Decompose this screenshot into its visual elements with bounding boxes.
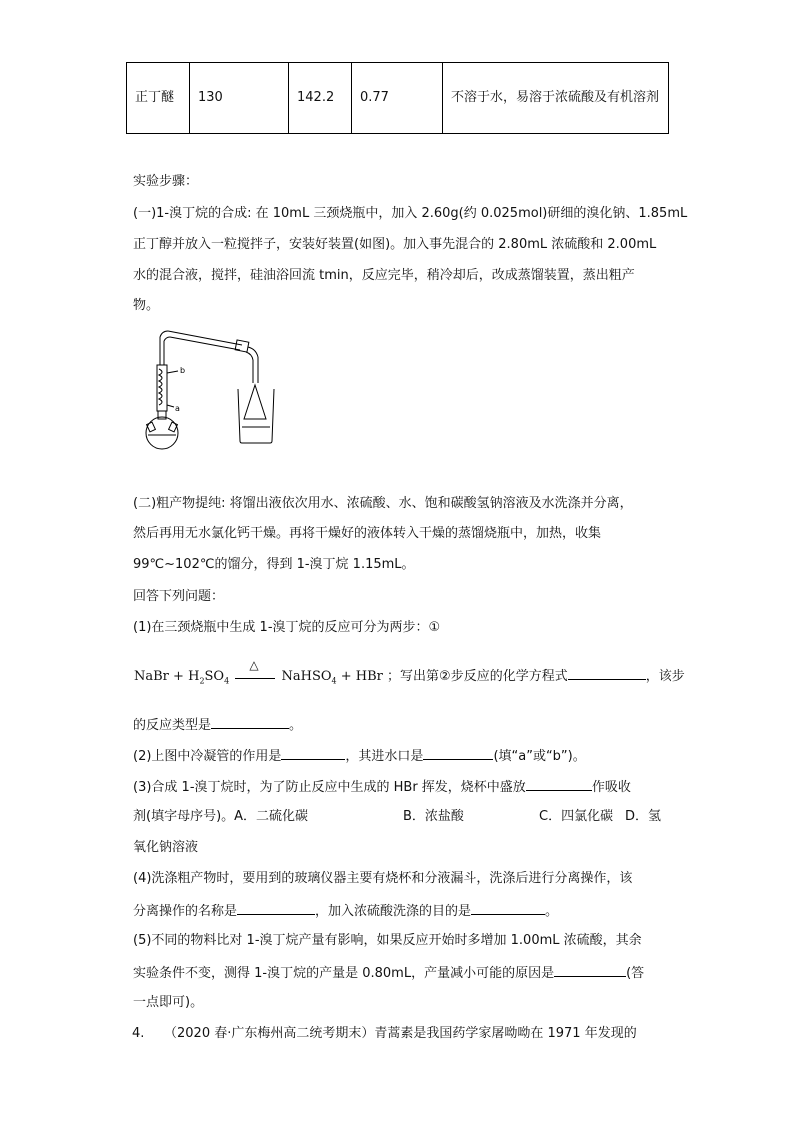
step2-line-3: 99℃~102℃的馏分，得到 1-溴丁烷 1.15mL。 (133, 557, 415, 572)
eq-instruction: ；写出第②步反应的化学方程式 (387, 669, 568, 684)
eq-product-2: HBr (355, 669, 383, 684)
question-1-type (133, 714, 302, 736)
step1-line-1: (一)1-溴丁烷的合成: 在 10mL 三颈烧瓶中，加入 2.60g(约 0.025mol)研细的溴化钠、1.85mL (133, 206, 688, 221)
step1-line-4: 物。 (133, 298, 160, 313)
question-3-line-1 (133, 776, 631, 798)
q4-text-b: ，加入浓硫酸洗涤的目的是 (315, 904, 472, 919)
question-5-line-3: 一点即可)。 (133, 995, 204, 1010)
eq-plus-2: + (340, 669, 352, 684)
answer-blank-5 (526, 776, 592, 791)
answer-blank-1 (568, 665, 646, 680)
heating-symbol: △ (249, 657, 259, 672)
flask (146, 417, 178, 449)
answer-blank-4 (423, 745, 493, 760)
question-4-line-1: (4)洗涤粗产物时，要用到的玻璃仪器主要有烧杯和分液漏斗，洗涤后进行分离操作，该 (133, 871, 633, 886)
question-3-options (133, 807, 663, 827)
q5-text-b: (答 (626, 966, 645, 981)
table-cell-molar-mass: 130 (190, 63, 289, 134)
option-a: 剂(填字母序号)。A．二硫化碳 (133, 809, 309, 824)
eq-reactant-2: $H_2SO_4$ (188, 669, 230, 686)
answer-blank-8 (554, 962, 626, 977)
q1-type-text: 的反应类型是 (133, 718, 212, 733)
answer-blank-7 (471, 900, 545, 915)
label-a: a (175, 404, 180, 413)
table-cell-name: 正丁醚 (127, 63, 190, 134)
properties-table (126, 62, 669, 134)
answer-blank-3 (281, 745, 345, 760)
answer-blank-6 (237, 900, 315, 915)
problem-4-number: 4. (132, 1026, 145, 1041)
label-b: b (180, 366, 186, 375)
step1-line-2: 正丁醇并放入一粒搅拌子，安装好装置(如图)。加入事先混合的 2.80mL 浓硫酸和 2.00mL (133, 237, 657, 252)
eq-reactant-1: NaBr (134, 669, 169, 684)
eq-heating-arrow (235, 657, 275, 684)
answer-blank-2 (211, 714, 289, 729)
eq-instruction-tail: ，该步 (645, 669, 685, 684)
table-row (127, 63, 669, 134)
question-2 (133, 745, 586, 767)
question-3-line-3: 氧化钠溶液 (133, 840, 199, 855)
table-cell-solubility: 不溶于水，易溶于浓硫酸及有机溶剂 (443, 63, 669, 134)
question-5-line-1: (5)不同的物料比对 1-溴丁烷产量有影响，如果反应开始时多增加 1.00mL 浓硫酸，其余 (133, 933, 642, 948)
distillation-apparatus-figure (138, 323, 278, 453)
reaction-equation (134, 657, 685, 686)
question-5-line-2 (133, 962, 644, 984)
table-cell-density: 0.77 (352, 63, 443, 134)
table-cell-boiling-point: 142.2 (289, 63, 352, 134)
question-4-line-2 (133, 900, 558, 922)
question-1-intro: (1)在三颈烧瓶中生成 1-溴丁烷的反应可分为两步：① (133, 620, 441, 635)
q4-text-c: 。 (545, 904, 559, 919)
q2-text-b: ，其进水口是 (345, 749, 424, 764)
eq-product-1: NaHSO$_4$ (281, 669, 337, 686)
problem-4-text: （2020 春·广东梅州高二统考期末）青蒿素是我国药学家屠呦呦在 1971 年发现的 (164, 1026, 637, 1041)
option-c: C．四氯化碳 (539, 809, 614, 824)
q4-text-a: 分离操作的名称是 (133, 904, 238, 919)
q3-text-a: (3)合成 1-溴丁烷时，为了防止反应中生成的 HBr 挥发，烧杯中盛放 (133, 780, 526, 795)
step2-line-1: (二)粗产物提纯: 将馏出液依次用水、浓硫酸、水、饱和碳酸氢钠溶液及水洗涤并分离， (133, 496, 633, 511)
eq-plus-1: + (173, 669, 184, 684)
option-b: B．浓盐酸 (403, 809, 464, 824)
step2-line-2: 然后再用无水氯化钙干燥。再将干燥好的液体转入干燥的蒸馏烧瓶中，加热，收集 (133, 526, 602, 541)
q3-text-b: 作吸收 (591, 780, 631, 795)
steps-heading: 实验步骤： (133, 174, 199, 189)
q5-text-a: 实验条件不变，测得 1-溴丁烷的产量是 0.80mL，产量减小可能的原因是 (133, 966, 555, 981)
q2-text-a: (2)上图中冷凝管的作用是 (133, 749, 282, 764)
option-d: D．氢 (625, 809, 662, 824)
q1-type-end: 。 (289, 718, 303, 733)
step1-line-3: 水的混合液，搅拌，硅油浴回流 tmin，反应完毕，稍冷却后，改成蒸馏装置，蒸出粗产 (133, 268, 635, 283)
questions-heading: 回答下列问题： (133, 589, 225, 604)
q2-text-c: (填“a”或“b”)。 (493, 749, 586, 764)
